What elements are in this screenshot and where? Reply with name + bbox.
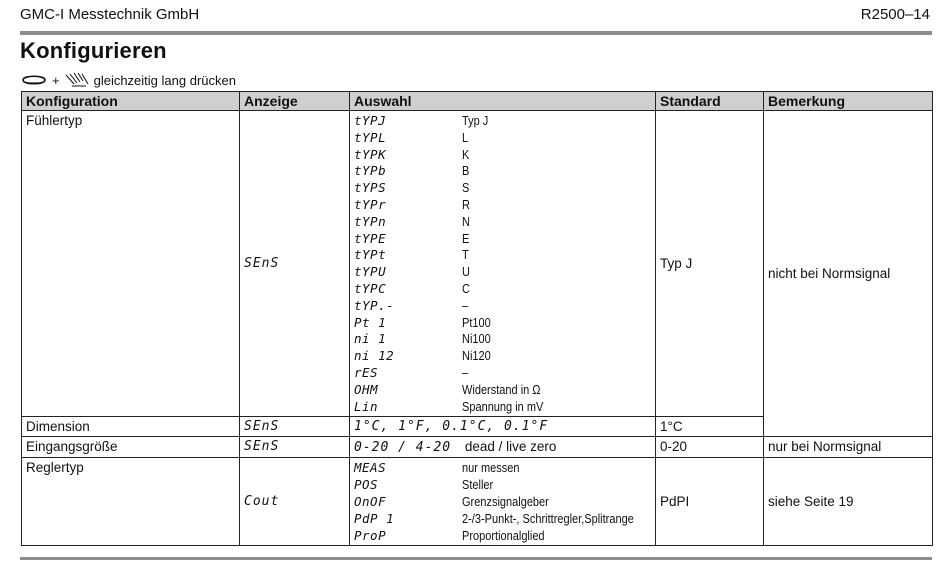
table-row [22,111,933,417]
option-code: tYPn [354,213,387,229]
enter-key-icon [20,72,48,88]
option-code: Lin [354,398,379,414]
table-header-row [22,92,933,111]
option-item [354,231,651,248]
option-code: tYP.- [354,297,395,313]
option-code: ProP [354,527,387,543]
option-item [354,477,651,494]
option-desc: T [462,248,469,263]
cell-anzeige: SEnS [240,437,350,458]
option-item [354,130,651,147]
option-item [354,264,651,281]
option-code: ni 12 [354,348,395,364]
option-code: 0-20 / 4-20 [354,440,452,456]
option-code: PdP 1 [354,510,395,526]
cell-standard: PdPI [656,458,764,546]
option-desc: K [462,147,470,162]
cell-bemerkung: siehe Seite 19 [764,458,933,546]
option-desc: U [462,265,470,280]
configuration-table [21,91,933,546]
option-desc: Widerstand in Ω [462,382,541,397]
cell-anzeige: Cout [240,458,350,546]
cell-konfiguration: Reglertyp [22,458,240,546]
option-desc: dead / live zero [464,439,557,455]
instruction-text: gleichzeitig lang drücken [93,72,236,88]
option-item [354,382,651,399]
option-desc: R [462,197,470,212]
option-item [354,247,651,264]
option-code: tYPL [354,129,387,145]
column-header-auswahl: Auswahl [350,92,656,111]
option-desc: nur messen [462,461,520,476]
option-desc: L [462,130,469,145]
option-item [354,399,651,416]
cell-konfiguration: Dimension [22,417,240,437]
option-code: tYPK [354,146,387,162]
cell-auswahl [350,437,656,458]
option-item [354,113,651,130]
option-item [354,494,651,511]
option-code: tYPE [354,230,387,246]
konfiguration-label: Fühlertyp [26,113,83,128]
option-desc: E [462,231,470,246]
cell-standard: Typ J [656,111,764,417]
cell-anzeige: SEnS [240,111,350,417]
cell-anzeige: SEnS [240,417,350,437]
cell-auswahl: 1°C, 1°F, 0.1°C, 0.1°F [350,417,656,437]
footer-rule [20,557,932,560]
option-item [354,511,651,528]
option-item [354,348,651,365]
document-id: R2500–14 [860,6,930,23]
option-item [354,163,651,180]
option-desc: Proportionalglied [462,528,545,543]
option-item [354,528,651,545]
option-item [354,214,651,231]
option-desc: Ni120 [462,349,491,364]
option-desc: N [462,214,470,229]
option-desc: Pt100 [462,315,491,330]
option-desc: B [462,164,470,179]
option-item [354,331,651,348]
option-item [354,197,651,214]
option-desc: 2-/3-Punkt-, Schrittregler,Splitrange [462,511,634,526]
option-code: tYPb [354,163,387,179]
option-code: OnOF [354,493,387,509]
header-rule [20,31,932,35]
plus-sign: + [52,72,60,88]
option-item [354,281,651,298]
option-code: Pt 1 [354,314,387,330]
option-code: rES [354,364,379,380]
option-code: tYPU [354,264,387,280]
option-desc: S [462,181,470,196]
company-name: GMC-I Messtechnik GmbH [20,6,200,23]
option-code: tYPJ [354,113,387,128]
table-row [22,437,933,458]
option-desc: Grenzsignalgeber [462,494,549,509]
option-item [354,460,651,477]
column-header-anzeige: Anzeige [240,92,350,111]
cell-standard: 0-20 [656,437,764,458]
instruction-line [20,72,236,88]
option-item [354,147,651,164]
option-desc: Typ J [462,114,489,128]
column-header-konfiguration: Konfiguration [22,92,240,111]
cell-auswahl [350,111,656,417]
cell-bemerkung: nur bei Normsignal [764,437,933,458]
option-item [354,365,651,382]
option-desc: Spannung in mV [462,399,544,414]
option-item [354,298,651,315]
option-code: tYPS [354,180,387,196]
option-item [354,315,651,332]
option-desc: – [462,365,469,380]
column-header-bemerkung: Bemerkung [764,92,933,111]
cell-standard: 1°C [656,417,764,437]
option-desc: Ni100 [462,332,491,347]
option-desc: – [462,298,469,313]
option-code: tYPt [354,247,387,263]
cell-konfiguration [22,111,240,417]
hand-press-icon [64,72,90,88]
option-code: tYPC [354,280,387,296]
cell-konfiguration: Eingangsgröße [22,437,240,458]
page-title: Konfigurieren [20,38,167,63]
table-row [22,458,933,546]
option-code: POS [354,477,379,493]
option-desc: Steller [462,478,494,493]
option-desc: C [462,281,470,296]
cell-auswahl [350,458,656,546]
column-header-standard: Standard [656,92,764,111]
cell-bemerkung: nicht bei Normsignal [764,111,933,437]
option-code: ni 1 [354,331,387,347]
option-code: OHM [354,381,379,397]
option-code: MEAS [354,460,387,476]
option-code: tYPr [354,196,387,212]
option-item [354,180,651,197]
